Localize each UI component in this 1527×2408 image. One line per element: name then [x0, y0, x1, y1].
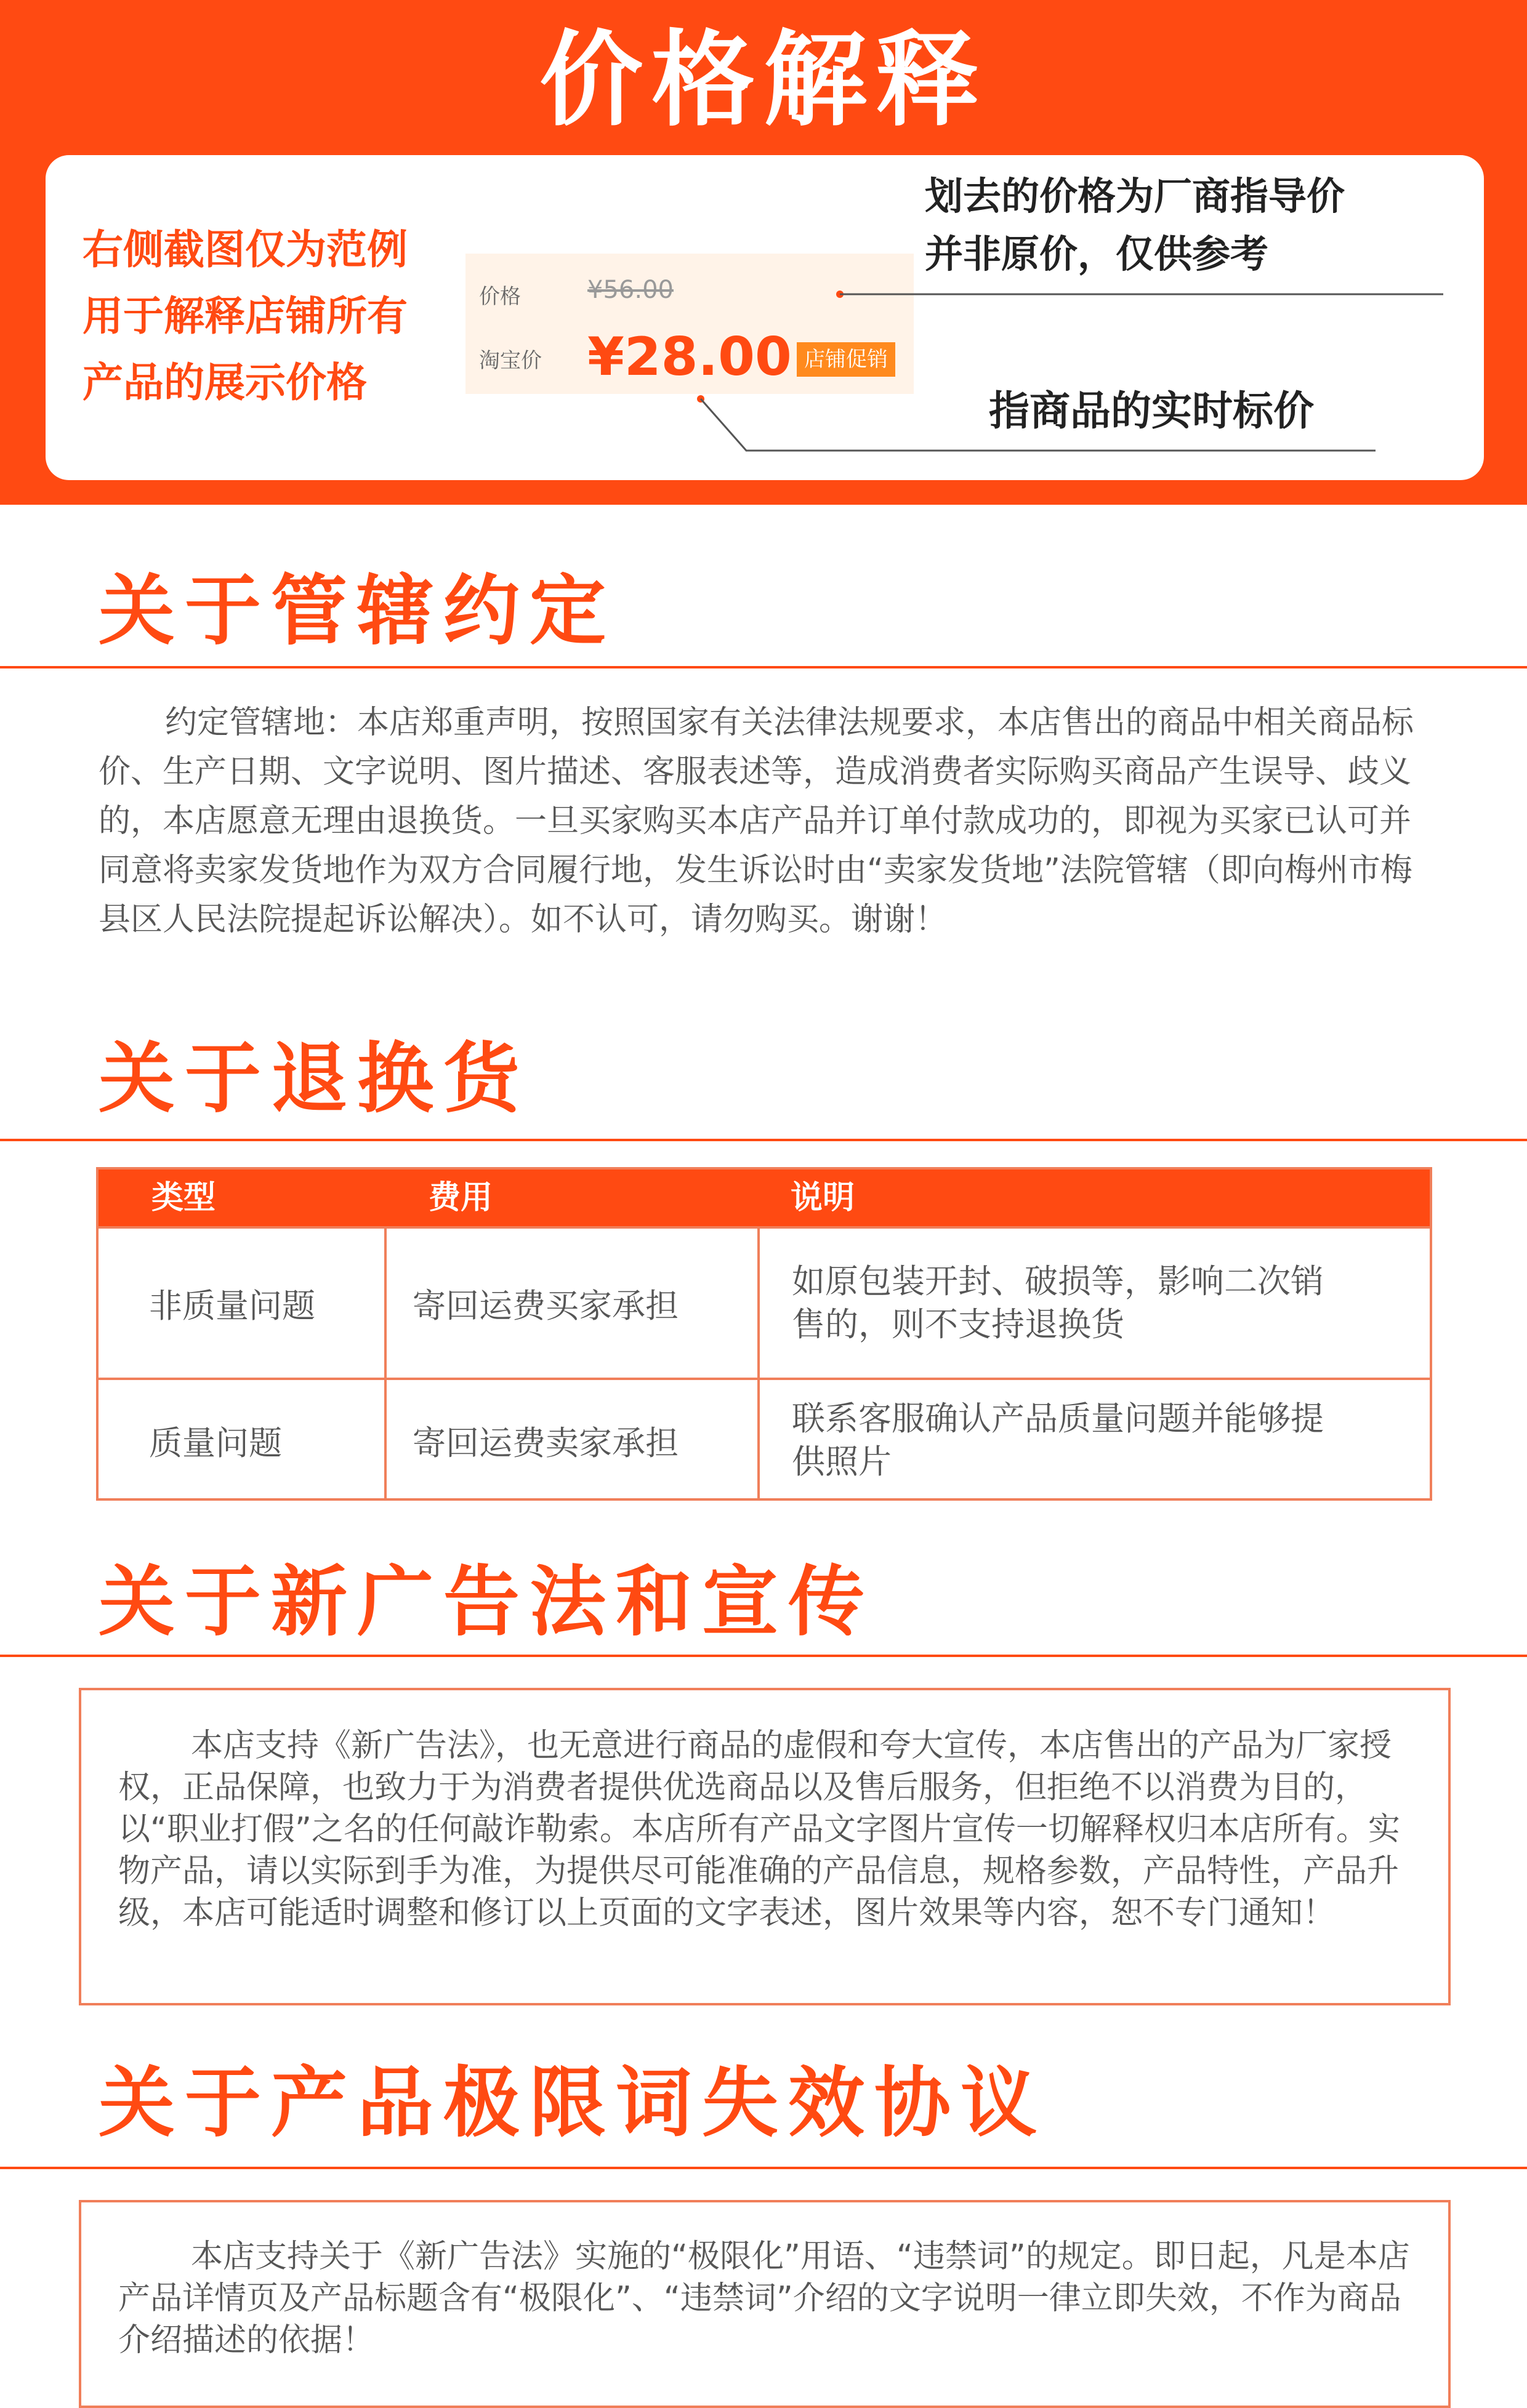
extreme-words-paragraph: 本店支持关于《新广告法》实施的“极限化”用语、“违禁词”的规定。即日起，凡是本店产品详情页及产品标题含有“极限化”、“违禁词”介绍的文字说明一律立即失效，不作为商品介绍描述的依据！: [118, 2238, 1410, 2359]
table-row: [99, 1378, 1430, 1501]
returns-table: [96, 1167, 1432, 1501]
example-note-line: 用于解释店铺所有: [83, 292, 408, 340]
current-price: ¥28.00: [587, 326, 792, 388]
price-label: 价格: [479, 284, 521, 309]
price-explanation-banner: [0, 0, 1527, 505]
header-fee: 费用: [429, 1179, 493, 1216]
jurisdiction-paragraph: 约定管辖地：本店郑重声明，按照国家有关法律法规要求，本店售出的商品中相关商品标价、生产日期、文字说明、图片描述、客服表述等，造成消费者实际购买商品产生误导、歧义的，本店愿意无理由退换货。一旦买家购买本店产品并订单付款成功的，即视为买家已认可并同意将卖家发货地作为双方合同履行地，发生诉讼时由“卖家发货地”法院管辖（即向梅州市梅县区人民法院提起诉讼解决）。如不认可，请勿购买。谢谢！: [99, 704, 1414, 938]
annotation-connectors: [46, 155, 1484, 480]
section-divider: [0, 1655, 1527, 1657]
annotation-line: 并非原价，仅供参考: [925, 231, 1269, 276]
header-type: 类型: [151, 1179, 216, 1216]
annotation-line: 划去的价格为厂商指导价: [925, 174, 1345, 219]
section-divider: [0, 666, 1527, 668]
cell-type: 非质量问题: [99, 1229, 387, 1378]
cell-fee: 寄回运费卖家承担: [387, 1380, 760, 1501]
section-title-jurisdiction: 关于管辖约定: [99, 567, 616, 656]
section-title-extreme-words: 关于产品极限词失效协议: [99, 2059, 1047, 2148]
returns-table-header: [99, 1170, 1430, 1226]
section-title-returns: 关于退换货: [99, 1035, 530, 1123]
section-divider: [0, 1139, 1527, 1141]
original-price: ¥56.00: [587, 276, 674, 304]
cell-fee: 寄回运费买家承担: [387, 1229, 760, 1378]
example-note-line: 产品的展示价格: [83, 359, 367, 406]
table-row: [99, 1226, 1430, 1378]
price-example-card: [46, 155, 1484, 480]
promo-badge: 店铺促销: [797, 342, 895, 377]
section-title-ad-law: 关于新广告法和宣传: [99, 1558, 875, 1647]
extreme-words-box: [79, 2200, 1451, 2408]
ad-law-paragraph: 本店支持《新广告法》，也无意进行商品的虚假和夸大宣传，本店售出的产品为厂家授权，正品保障，也致力于为消费者提供优选商品以及售后服务，但拒绝不以消费为目的，以“职业打假”之名的任何敲诈勒索。本店所有产品文字图片宣传一切解释权归本店所有。实物产品，请以实际到手为准，为提供尽可能准确的产品信息，规格参数，产品特性，产品升级，本店可能适时调整和修订以上页面的文字表述，图片效果等内容，恕不专门通知！: [118, 1727, 1400, 1932]
banner-title: 价格解释: [539, 20, 988, 140]
example-note-line: 右侧截图仅为范例: [83, 226, 408, 273]
realtime-price-annotation: 指商品的实时标价: [989, 387, 1314, 435]
cell-description: 联系客服确认产品质量问题并能够提供照片: [792, 1399, 1324, 1481]
section-divider: [0, 2167, 1527, 2169]
connector-line-bottom: [701, 399, 1376, 451]
taobao-price-label: 淘宝价: [479, 348, 542, 373]
header-description: 说明: [791, 1179, 855, 1216]
ad-law-box: [79, 1688, 1451, 2005]
cell-type: 质量问题: [99, 1380, 387, 1501]
cell-description: 如原包装开封、破损等，影响二次销售的，则不支持退换货: [792, 1262, 1324, 1344]
